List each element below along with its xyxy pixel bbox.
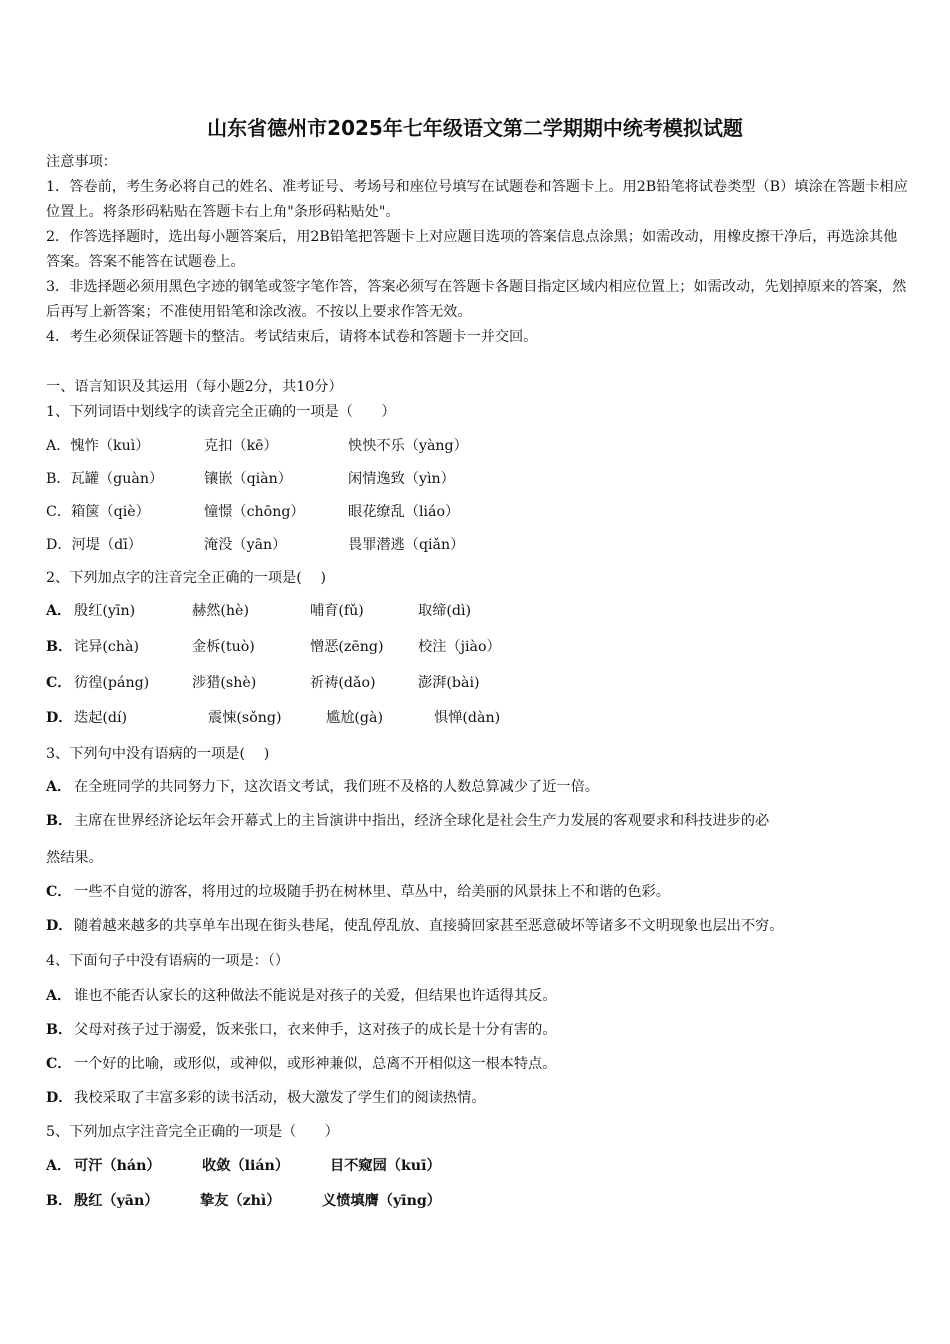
q1-stem: 1、下列词语中划线字的读音完全正确的一项是（ ） (46, 404, 396, 420)
section-heading: 一、语言知识及其运用（每小题2分，共10分） (46, 379, 343, 395)
q2-b-3: 憎恶(zēng) (310, 639, 384, 655)
q1-a-3: 怏怏不乐（yàng） (348, 438, 468, 454)
q4-a-text: 谁也不能否认家长的这种做法不能说是对孩子的关爱，但结果也许适得其反。 (74, 988, 557, 1004)
q4-a-letter: A． (46, 988, 72, 1004)
q2-a-letter: A． (46, 603, 72, 619)
q4-b-letter: B． (46, 1022, 73, 1038)
q4-d-text: 我校采取了丰富多彩的读书活动，极大激发了学生们的阅读热情。 (74, 1090, 486, 1106)
q2-d-letter: D． (46, 710, 73, 726)
q2-c-letter: C． (46, 675, 72, 691)
q2-d-3: 尴尬(gà) (326, 710, 383, 726)
q2-a-3: 哺育(fǔ) (310, 603, 364, 619)
notes-heading: 注意事项： (46, 154, 117, 170)
q3-c-letter: C． (46, 884, 72, 900)
q3-stem: 3、下列句中没有语病的一项是( ) (46, 746, 270, 762)
q2-b-2: 金柝(tuò) (192, 639, 255, 655)
q2-a-4: 取缔(dì) (418, 603, 472, 619)
q1-b-3: 闲情逸致（yìn） (348, 471, 455, 487)
q3-c-text: 一些不自觉的游客，将用过的垃圾随手扔在树林里、草丛中，给美丽的风景抹上不和谐的色彩。 (74, 884, 670, 900)
q2-a-2: 赫然(hè) (192, 603, 249, 619)
q3-b-text: 主席在世界经济论坛年会开幕式上的主旨演讲中指出，经济全球化是社会生产力发展的客观要求和科技进步的必 (74, 813, 770, 829)
q5-a-1: 可汗（hán） (74, 1158, 161, 1174)
q2-a-1: 殷红(yīn) (74, 603, 136, 619)
q2-d-1: 迭起(dí) (74, 710, 128, 726)
q2-c-4: 澎湃(bài) (418, 675, 480, 691)
note-item-3: 3．非选择题必须用黑色字迹的钢笔或签字笔作答，答案必须写在答题卡各题目指定区域内相应位置上；如需改动，先划掉原来的答案，然后再写上新答案；不准使用铅笔和涂改液。不按以上要求作答无效。 (46, 279, 907, 320)
q2-d-2: 震悚(sǒng) (208, 710, 282, 726)
q1-c-3: 眼花缭乱（liáo） (348, 504, 460, 520)
q5-a-3: 目不窥园（kuī） (330, 1158, 441, 1174)
q5-b-1: 殷红（yān） (74, 1193, 159, 1209)
q3-b-letter: B． (46, 813, 73, 829)
q5-a-2: 收敛（lián） (202, 1158, 290, 1174)
q5-b-3: 义愤填膺（yīng） (322, 1193, 441, 1209)
q1-d-2: 淹没（yān） (204, 537, 287, 553)
q4-d-letter: D． (46, 1090, 73, 1106)
q2-b-letter: B． (46, 639, 73, 655)
q2-d-4: 惧惮(dàn) (434, 710, 501, 726)
q5-b-letter: B． (46, 1193, 73, 1209)
q4-c-text: 一个好的比喻，或形似，或神似，或形神兼似，总离不开相似这一根本特点。 (74, 1056, 557, 1072)
q1-a-2: 克扣（kē） (204, 438, 278, 454)
q1-b-1: B．瓦罐（guàn） (46, 471, 164, 487)
q2-b-4: 校注（jiào） (418, 639, 501, 655)
q2-c-2: 涉猎(shè) (192, 675, 257, 691)
q3-a-text: 在全班同学的共同努力下，这次语文考试，我们班不及格的人数总算减少了近一倍。 (74, 779, 599, 795)
q4-b-text: 父母对孩子过于溺爱，饭来张口，衣来伸手，这对孩子的成长是十分有害的。 (74, 1022, 557, 1038)
note-item-2: 2．作答选择题时，选出每小题答案后，用2B铅笔把答题卡上对应题目选项的答案信息点涂黑；如需改动，用橡皮擦干净后，再选涂其他答案。答案不能答在试题卷上。 (46, 229, 898, 270)
q1-c-1: C．箱箧（qiè） (46, 504, 150, 520)
q4-c-letter: C． (46, 1056, 72, 1072)
q1-b-2: 镶嵌（qiàn） (204, 471, 292, 487)
q1-d-3: 畏罪潜逃（qiǎn） (348, 537, 465, 553)
q3-d-letter: D． (46, 918, 73, 934)
q2-b-1: 诧异(chà) (74, 639, 139, 655)
q5-stem: 5、下列加点字注音完全正确的一项是（ ） (46, 1124, 339, 1140)
q1-c-2: 憧憬（chōng） (204, 504, 305, 520)
note-item-1: 1．答卷前，考生务必将自己的姓名、准考证号、考场号和座位号填写在试题卷和答题卡上。用2B铅笔将试卷类型（B）填涂在答题卡相应位置上。将条形码粘贴在答题卡右上角"条形码粘贴处"。 (46, 179, 908, 220)
note-item-4: 4．考生必须保证答题卡的整洁。考试结束后，请将本试卷和答题卡一并交回。 (46, 329, 538, 345)
q5-a-letter: A． (46, 1158, 72, 1174)
q4-stem: 4、下面句子中没有语病的一项是：（） (46, 953, 290, 969)
q1-a-1: A．愧怍（kuì） (46, 438, 150, 454)
q3-b-text-cont: 然结果。 (46, 850, 103, 866)
q3-a-letter: A． (46, 779, 72, 795)
page-title: 山东省德州市2025年七年级语文第二学期期中统考模拟试题 (207, 116, 743, 140)
q2-c-1: 彷徨(páng) (74, 675, 150, 691)
q2-stem: 2、下列加点字的注音完全正确的一项是( ) (46, 570, 326, 586)
q1-d-1: D．河堤（dī） (46, 537, 142, 553)
q2-c-3: 祈祷(dǎo) (310, 675, 376, 691)
q5-b-2: 挚友（zhì） (200, 1193, 281, 1209)
q3-d-text: 随着越来越多的共享单车出现在街头巷尾，使乱停乱放、直接骑回家甚至恶意破坏等诸多不文明现象也层出不穷。 (74, 918, 784, 934)
notes-block (46, 150, 908, 350)
